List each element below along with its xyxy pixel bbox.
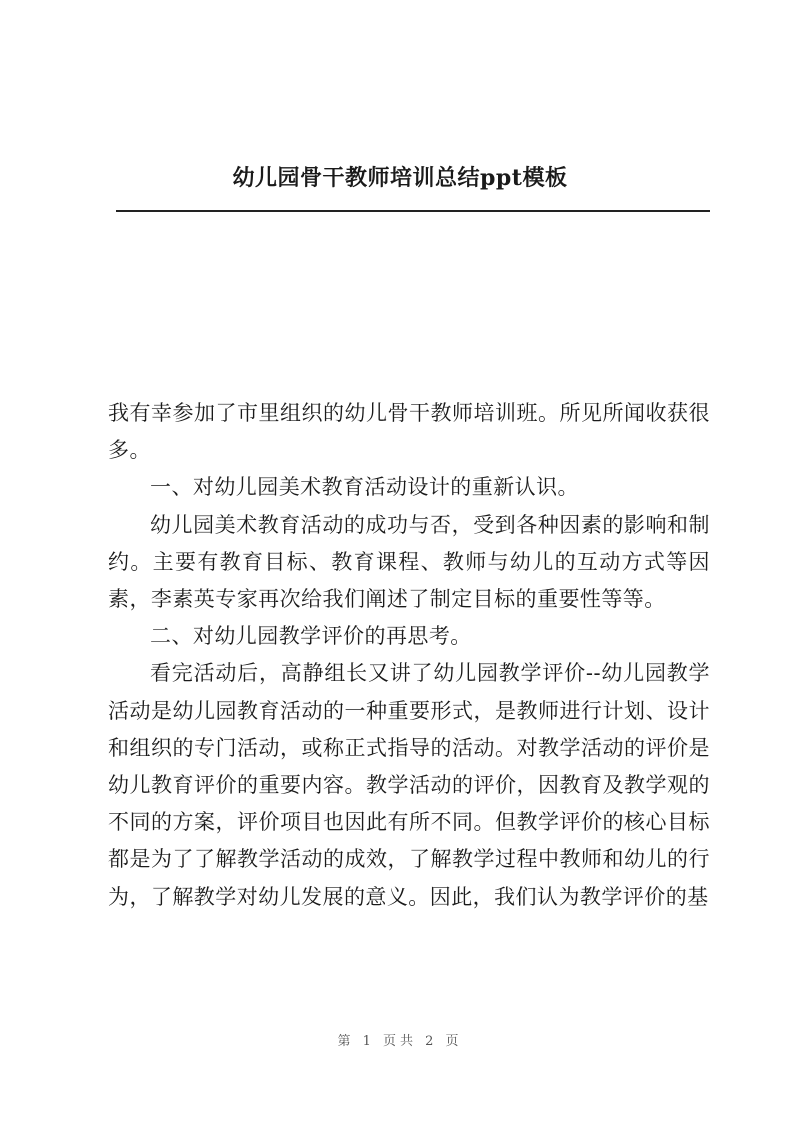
title-underline (116, 210, 710, 212)
paragraph-heading-1: 一、对幼儿园美术教育活动设计的重新认识。 (150, 475, 579, 500)
paragraph-art-education: 幼儿园美术教育活动的成功与否，受到各种因素的影响和制约。主要有教育目标、教育课程、教师与幼儿的互动方式等因素，李素英专家再次给我们阐述了制定目标的重要性等等。 (108, 512, 710, 612)
paragraph-intro: 我有幸参加了市里组织的幼儿骨干教师培训班。所见所闻收获很多。 (108, 401, 710, 463)
document-title: 幼儿园骨干教师培训总结ppt模板 (232, 165, 568, 191)
page-number-footer: 第 1 页共 2 页 (337, 1034, 463, 1049)
paragraph-teaching-evaluation: 看完活动后，高静组长又讲了幼儿园教学评价--幼儿园教学活动是幼儿园教育活动的一种重要形式，是教师进行计划、设计和组织的专门活动，或称正式指导的活动。对教学活动的评价是幼儿教育评价的重要内容。教学活动的评价，因教育及教学观的不同的方案，评价项目也因此有所不同。但教学评价的核心目标都是为了了解教学活动的成效，了解教学过程中教师和幼儿的行为，了解教学对幼儿发展的意义。因此，我们认为教学评价的基 (108, 661, 710, 909)
paragraph-heading-2: 二、对幼儿园教学评价的再思考。 (150, 624, 472, 649)
document-body (108, 395, 710, 916)
